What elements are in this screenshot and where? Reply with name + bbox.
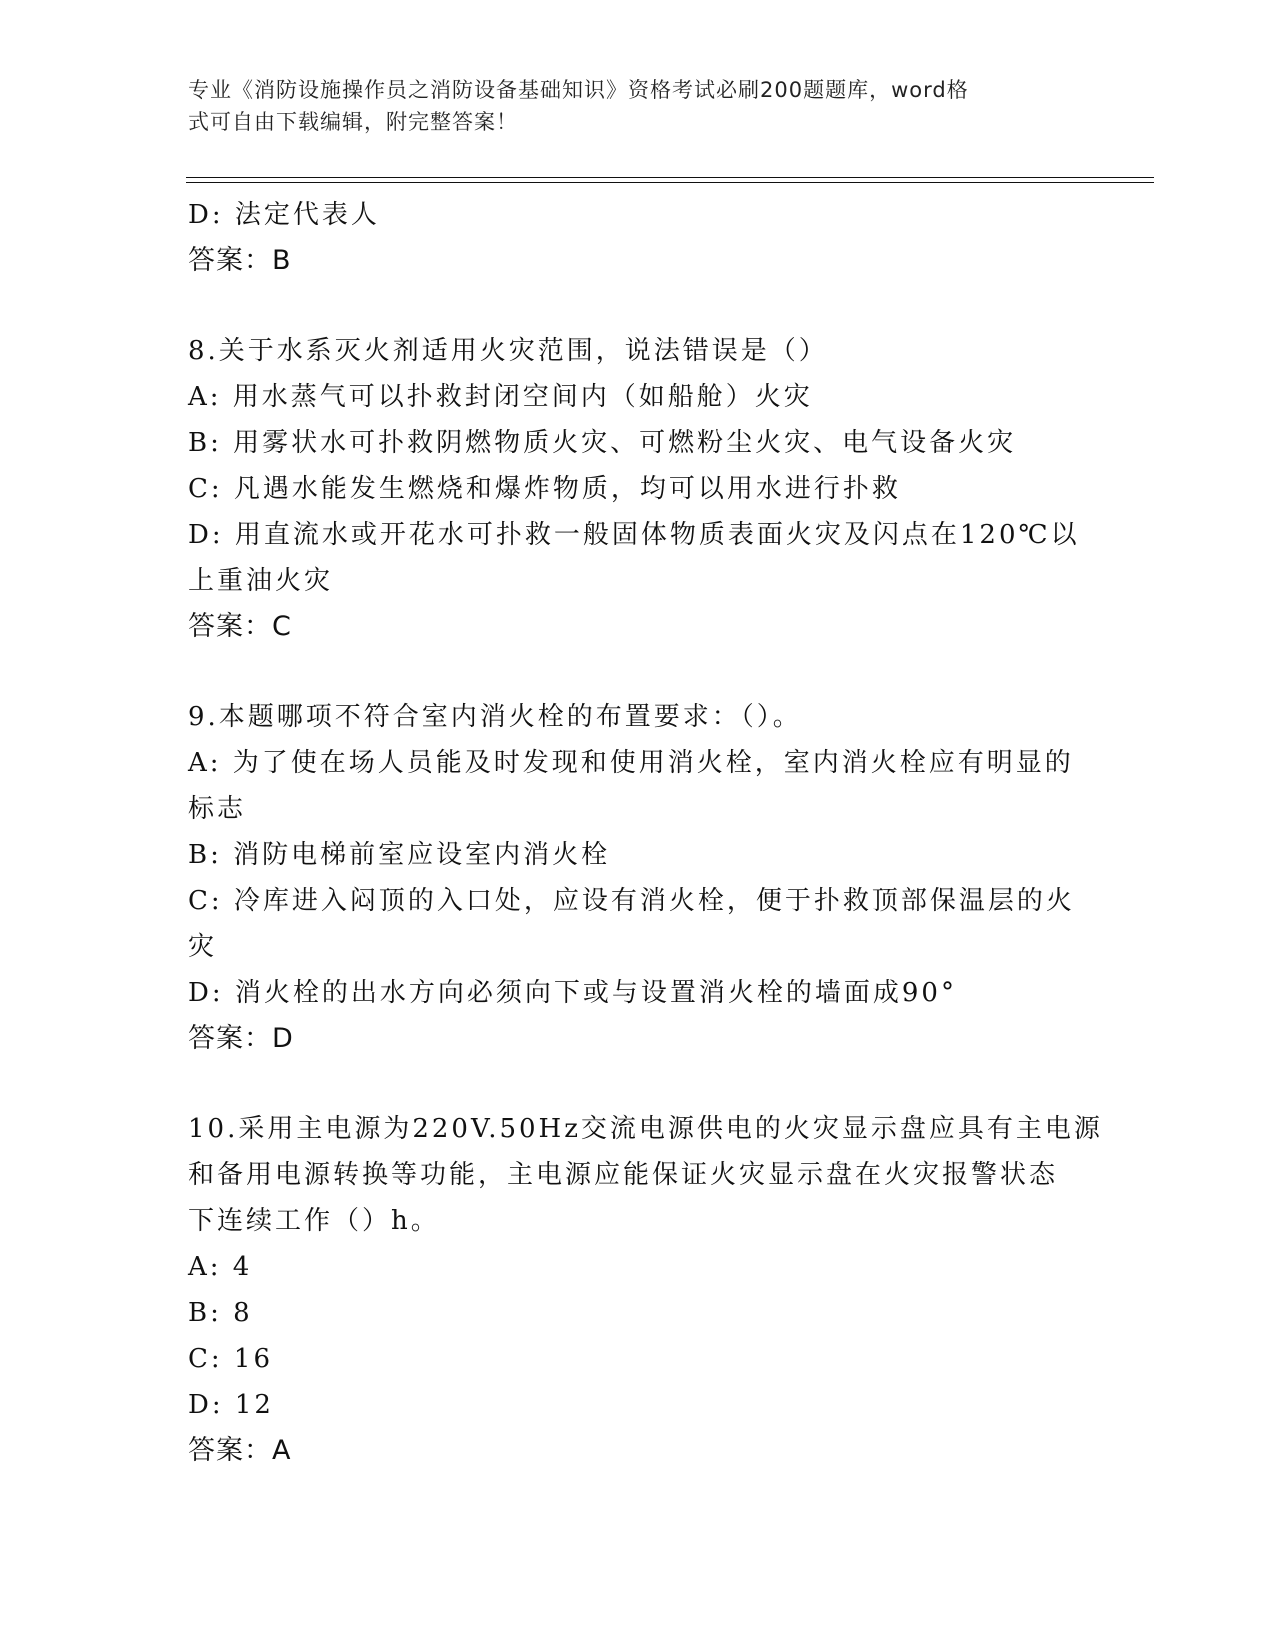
question-stem-continued: 下连续工作（）h。 xyxy=(188,1206,440,1236)
previous-question-tail xyxy=(188,192,1088,284)
header-rule-top xyxy=(186,177,1154,178)
option-c: C: 凡遇水能发生燃烧和爆炸物质，均可以用水进行扑救 xyxy=(188,474,901,504)
option-d: D: 法定代表人 xyxy=(188,200,380,230)
option-d: D: 用直流水或开花水可扑救一般固体物质表面火灾及闪点在120℃以 xyxy=(188,520,1080,550)
option-c: C: 冷库进入闷顶的入口处，应设有消火栓，便于扑救顶部保温层的火 xyxy=(188,886,1075,916)
answer-line: 答案：A xyxy=(188,1435,292,1466)
question-10 xyxy=(188,1106,1103,1474)
option-c-continued: 灾 xyxy=(188,932,218,962)
answer-line: 答案：D xyxy=(188,1023,294,1054)
option-d: D: 消火栓的出水方向必须向下或与设置消火栓的墙面成90° xyxy=(188,978,957,1008)
option-c: C: 16 xyxy=(188,1344,274,1374)
option-b: B: 用雾状水可扑救阴燃物质火灾、可燃粉尘火灾、电气设备火灾 xyxy=(188,428,1017,458)
option-a: A: 为了使在场人员能及时发现和使用消火栓，室内消火栓应有明显的 xyxy=(188,748,1074,778)
option-a: A: 4 xyxy=(188,1252,253,1282)
option-d: D: 12 xyxy=(188,1390,274,1420)
option-b: B: 8 xyxy=(188,1298,253,1328)
document-header xyxy=(188,74,1068,138)
option-d-continued: 上重油火灾 xyxy=(188,566,334,596)
option-a-continued: 标志 xyxy=(188,794,247,824)
question-9 xyxy=(188,694,1088,1062)
question-8 xyxy=(188,328,1088,650)
answer-line: 答案：C xyxy=(188,611,292,642)
option-b: B: 消防电梯前室应设室内消火栓 xyxy=(188,840,611,870)
header-rule-bottom xyxy=(186,182,1154,183)
answer-line: 答案：B xyxy=(188,245,292,276)
document-body xyxy=(188,192,1103,1474)
header-line-2: 式可自由下载编辑，附完整答案！ xyxy=(188,110,518,134)
question-stem-continued: 和备用电源转换等功能，主电源应能保证火灾显示盘在火灾报警状态 xyxy=(188,1160,1059,1190)
question-stem: 10.采用主电源为220V.50Hz交流电源供电的火灾显示盘应具有主电源 xyxy=(188,1114,1103,1144)
header-line-1: 专业《消防设施操作员之消防设备基础知识》资格考试必刷200题题库，word格 xyxy=(188,78,969,102)
option-a: A: 用水蒸气可以扑救封闭空间内（如船舱）火灾 xyxy=(188,382,813,412)
question-stem: 9.本题哪项不符合室内消火栓的布置要求：（）。 xyxy=(188,702,802,732)
question-stem: 8.关于水系灭火剂适用火灾范围，说法错误是（） xyxy=(188,336,828,366)
